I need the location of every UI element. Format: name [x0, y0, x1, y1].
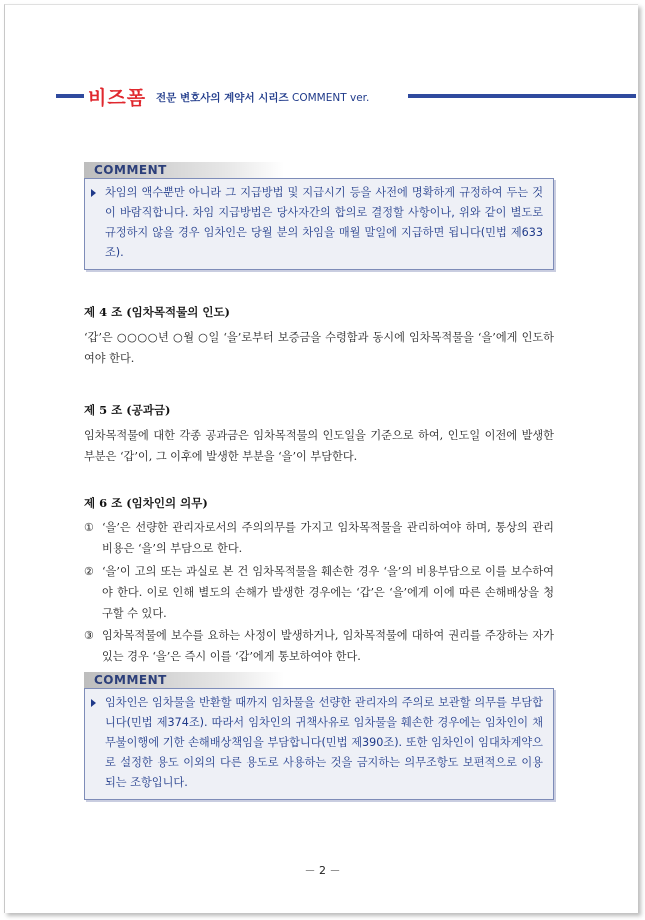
article-6-item-3 [84, 625, 554, 667]
article-6-item-2 [84, 561, 554, 624]
bullet-triangle-icon [91, 189, 96, 197]
series-title-main: 전문 변호사의 계약서 시리즈 [156, 92, 289, 104]
comment-box-1 [84, 162, 554, 270]
header-rule-left [56, 94, 84, 98]
comment-text: 차임의 액수뿐만 아니라 그 지급방법 및 지급시기 등을 사전에 명확하게 규정하여 두는 것이 바람직합니다. 차임 지급방법은 당사자간의 합의로 결정할 사항이나, 위와 같이 별도로 규정하지 않을 경우 임차인은 당월 분의 차임을 매월 말일에 지급하면 됩니다(민법 제633조). [105, 186, 543, 259]
series-title [156, 90, 369, 105]
article-6-item-1 [84, 517, 554, 559]
comment-tag: COMMENT [84, 162, 284, 178]
item-text: ‘을’은 선량한 관리자로서의 주의의무를 가지고 임차목적물을 관리하여야 하며, 통상의 관리비용은 ‘을’의 부담으로 한다. [102, 521, 554, 555]
item-text: ‘을’이 고의 또는 과실로 본 건 임차목적물을 훼손한 경우 ‘을’의 비용부담으로 이를 보수하여야 한다. 이로 인해 별도의 손해가 발생한 경우에는 ‘갑’은 ‘을’에게 이에 따른 손해배상을 청구할 수 있다. [102, 565, 554, 620]
item-text: 임차목적물에 보수를 요하는 사정이 발생하거나, 임차목적물에 대하여 권리를 주장하는 자가 있는 경우 ‘을’은 즉시 이를 ‘갑’에게 통보하여야 한다. [102, 629, 554, 663]
item-number: ③ [84, 629, 95, 642]
bullet-triangle-icon [91, 699, 96, 707]
article-5-body: 임차목적물에 대한 각종 공과금은 임차목적물의 인도일을 기준으로 하여, 인도일 이전에 발생한 부분은 ‘갑’이, 그 이후에 발생한 부분을 ‘을’이 부담한다. [84, 429, 554, 463]
document-header [0, 83, 645, 109]
comment-content [84, 688, 554, 800]
comment-content [84, 178, 554, 270]
article-6-title: 제 6 조 (임차인의 의무) [84, 496, 208, 510]
item-number: ② [84, 565, 95, 578]
comment-tag: COMMENT [84, 672, 284, 688]
comment-box-2 [84, 672, 554, 800]
brand-logo: 비즈폼 [88, 87, 147, 109]
page-number: － 2 － [304, 864, 341, 877]
header-rule-right [408, 94, 636, 98]
article-4-body: ‘갑’은 ○○○○년 ○월 ○일 ‘을’로부터 보증금을 수령함과 동시에 임차목적물을 ‘을’에게 인도하여야 한다. [84, 331, 554, 365]
series-title-suffix: COMMENT ver. [288, 92, 370, 104]
article-5-title: 제 5 조 (공과금) [84, 403, 171, 417]
article-4-title: 제 4 조 (임차목적물의 인도) [84, 305, 230, 319]
item-number: ① [84, 521, 95, 534]
comment-text: 임차인은 임차물을 반환할 때까지 임차물을 선량한 관리자의 주의로 보관할 의무를 부담합니다(민법 제374조). 따라서 임차인의 귀책사유로 임차물을 훼손한 경우에는 임차인이 채무불이행에 기한 손해배상책임을 부담합니다(민법 제390조). 또한 임차인이 임대차계약으로 설정한 용도 이외의 다른 용도로 사용하는 것을 금지하는 의무조항도 보편적으로 이용되는 조항입니다. [105, 696, 543, 789]
